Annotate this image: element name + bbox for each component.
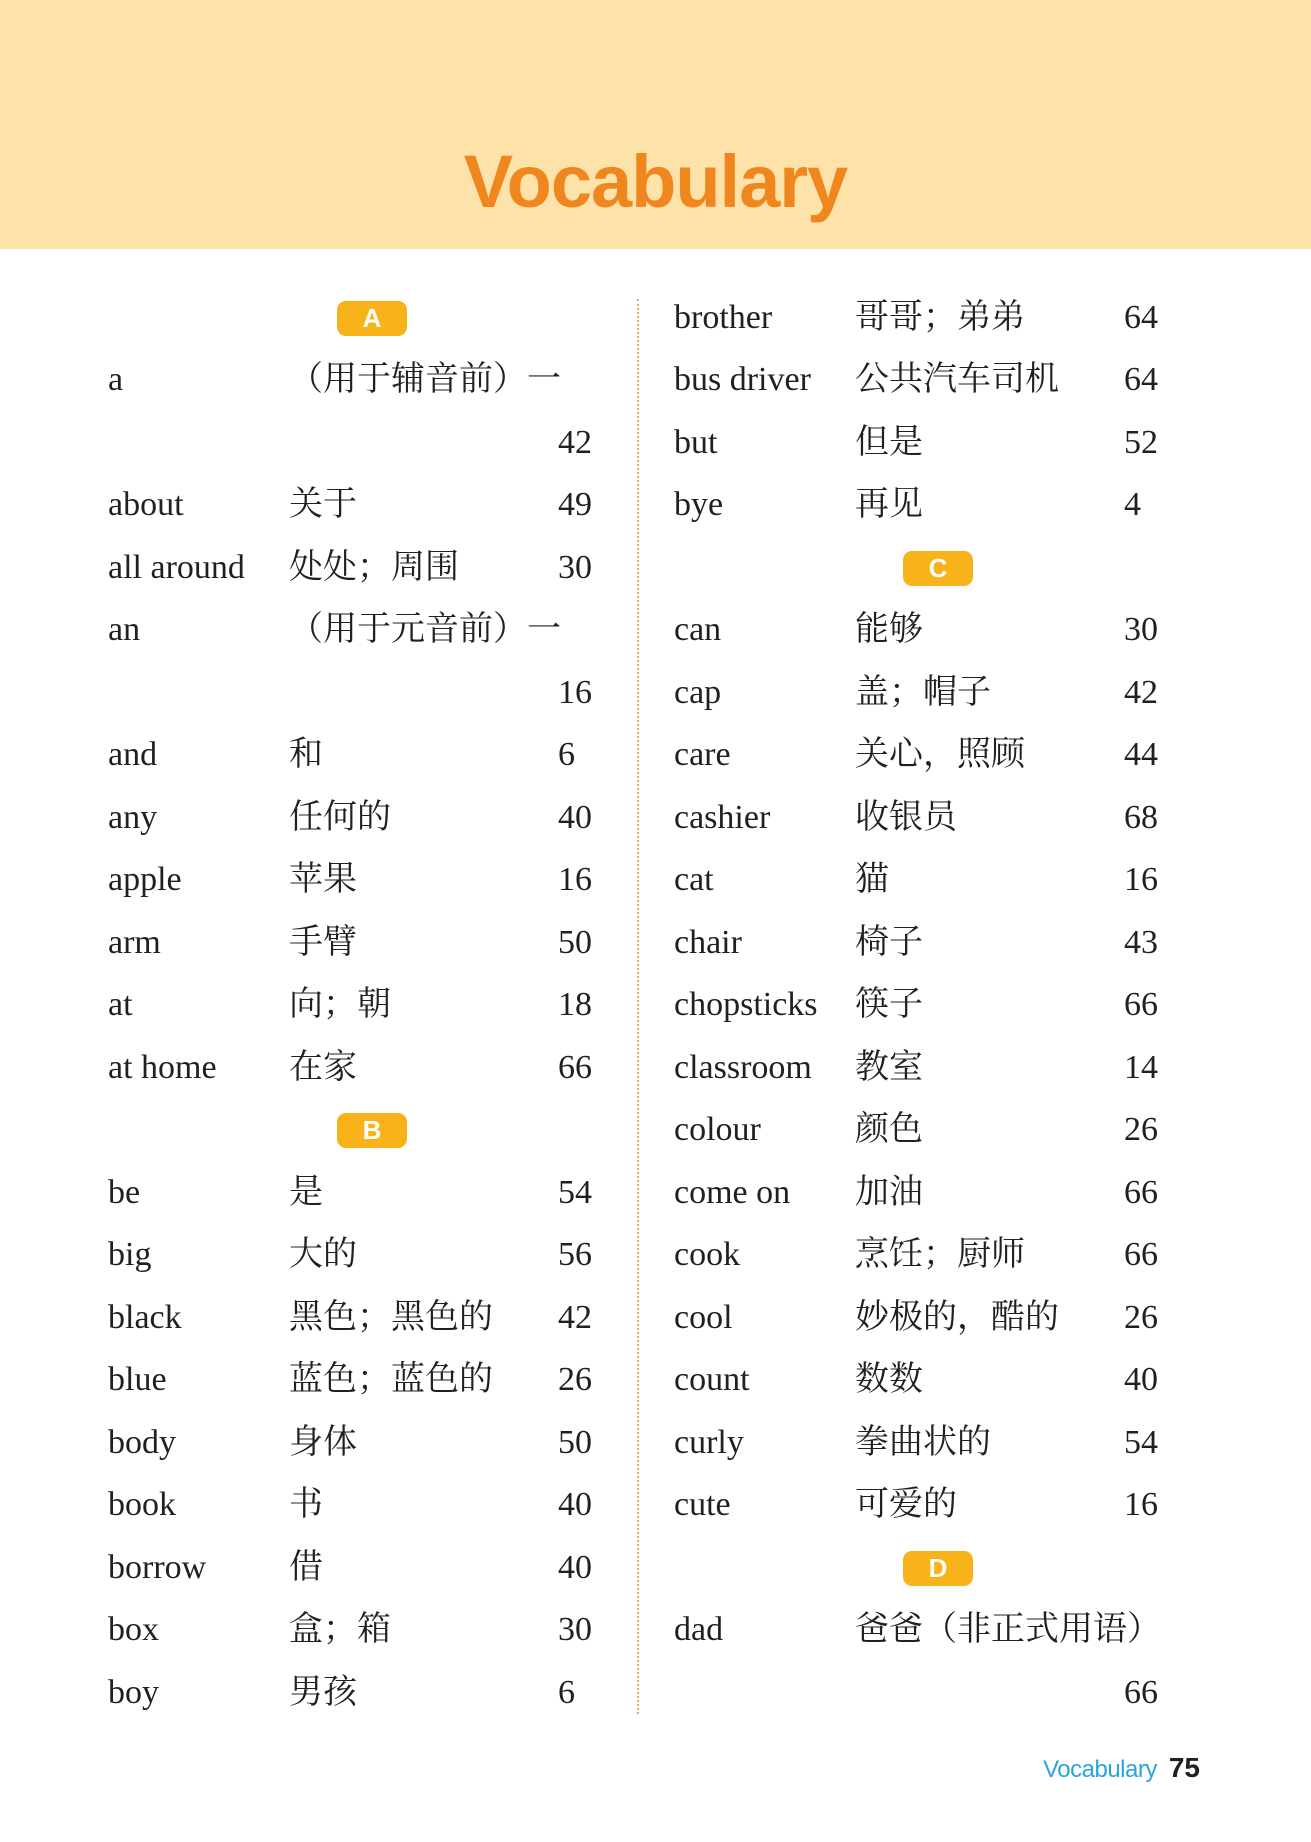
vocab-page: 42: [558, 423, 592, 461]
vocab-word: blue: [108, 1361, 167, 1399]
vocab-meaning: 关心，照顾: [855, 736, 1025, 774]
vocab-meaning: 任何的: [289, 798, 391, 836]
vocab-meaning: 哥哥；弟弟: [855, 298, 1025, 336]
vocab-page: 26: [558, 1361, 592, 1399]
vocab-entry-continuation: [108, 412, 668, 475]
vocab-meaning: 烹饪；厨师: [855, 1236, 1025, 1274]
vocab-word: apple: [108, 861, 182, 899]
vocab-meaning: 身体: [289, 1423, 357, 1461]
vocab-entry: [108, 599, 668, 662]
vocab-entry: [108, 724, 668, 787]
vocab-meaning: 盖；帽子: [855, 673, 991, 711]
vocab-meaning: （用于元音前）一: [289, 611, 561, 649]
page-title: Vocabulary: [463, 140, 848, 223]
vocab-entry: [108, 349, 668, 412]
vocab-word: cap: [674, 673, 722, 711]
vocab-word: an: [108, 611, 141, 649]
vocab-page: 6: [558, 1673, 575, 1711]
vocab-meaning: 蓝色；蓝色的: [289, 1361, 493, 1399]
vocab-entry: [108, 1662, 668, 1725]
vocab-entry: [674, 1412, 1234, 1475]
vocab-page: 49: [558, 486, 592, 524]
vocab-word: borrow: [108, 1548, 207, 1586]
vocab-page: 4: [1124, 486, 1141, 524]
vocab-meaning: 处处；周围: [289, 548, 459, 586]
vocab-page: 40: [558, 1548, 592, 1586]
vocab-page: 66: [1124, 1236, 1158, 1274]
vocab-entry: [108, 1349, 668, 1412]
letter-row: [674, 537, 1234, 600]
vocab-entry: [108, 912, 668, 975]
vocab-word: box: [108, 1611, 159, 1649]
vocab-word: count: [674, 1361, 750, 1399]
vocab-entry: [674, 1224, 1234, 1287]
vocab-page: 30: [558, 1611, 592, 1649]
vocab-word: and: [108, 736, 158, 774]
vocab-entry: [108, 1474, 668, 1537]
letter-row: [108, 287, 668, 350]
vocab-meaning: 但是: [855, 423, 923, 461]
vocab-entry: [674, 412, 1234, 475]
letter-row: [674, 1537, 1234, 1600]
vocab-entry: [674, 1099, 1234, 1162]
vocab-word: all around: [108, 548, 245, 586]
letter-row: [108, 1099, 668, 1162]
vocab-page: 26: [1124, 1111, 1158, 1149]
vocab-word: cute: [674, 1486, 731, 1524]
vocab-meaning: 盒；箱: [289, 1611, 391, 1649]
vocab-meaning: 能够: [855, 611, 923, 649]
vocab-page: 68: [1124, 798, 1158, 836]
vocab-meaning: 和: [289, 736, 323, 774]
vocab-entry-continuation: [674, 1662, 1234, 1725]
vocab-word: body: [108, 1423, 176, 1461]
vocab-page: 42: [558, 1298, 592, 1336]
vocab-meaning: 再见: [855, 486, 923, 524]
vocab-page: 26: [1124, 1298, 1158, 1336]
vocab-page: 56: [558, 1236, 592, 1274]
page-footer: [1043, 1752, 1200, 1792]
vocab-word: arm: [108, 923, 161, 961]
vocab-word: bus driver: [674, 361, 811, 399]
vocab-entry: [108, 1287, 668, 1350]
vocab-column-left: [108, 287, 668, 1725]
vocab-meaning: 颜色: [855, 1111, 923, 1149]
vocab-meaning: 是: [289, 1173, 323, 1211]
vocab-entry: [674, 1599, 1234, 1662]
vocab-page: 16: [1124, 1486, 1158, 1524]
vocab-word: cook: [674, 1236, 741, 1274]
vocab-word: curly: [674, 1423, 744, 1461]
vocab-meaning: 猫: [855, 861, 889, 899]
vocab-entry: [674, 849, 1234, 912]
vocab-entry: [674, 1162, 1234, 1225]
vocab-entry: [674, 787, 1234, 850]
vocab-entry: [108, 1412, 668, 1475]
vocab-word: at home: [108, 1048, 217, 1086]
vocab-entry: [108, 1162, 668, 1225]
vocab-word: chair: [674, 923, 742, 961]
vocab-word: chopsticks: [674, 986, 818, 1024]
vocab-meaning: 数数: [855, 1361, 923, 1399]
vocab-entry: [108, 1224, 668, 1287]
vocab-entry: [674, 1037, 1234, 1100]
vocab-column-right: [674, 287, 1234, 1725]
vocab-meaning: 筷子: [855, 986, 923, 1024]
vocab-entry: [674, 287, 1234, 350]
vocab-page: 16: [558, 861, 592, 899]
vocab-meaning: 借: [289, 1548, 323, 1586]
vocab-meaning: 爸爸（非正式用语）: [855, 1611, 1161, 1649]
vocab-entry: [674, 912, 1234, 975]
vocab-entry: [674, 724, 1234, 787]
footer-section-label: Vocabulary: [1043, 1756, 1157, 1783]
vocab-meaning: 向；朝: [289, 986, 391, 1024]
letter-badge: A: [337, 301, 407, 336]
vocab-page: 40: [558, 798, 592, 836]
vocab-word: can: [674, 611, 722, 649]
column-divider: [637, 299, 639, 1714]
vocab-entry: [108, 474, 668, 537]
vocab-meaning: 书: [289, 1486, 323, 1524]
vocab-page: 66: [1124, 1673, 1158, 1711]
vocab-meaning: 关于: [289, 486, 357, 524]
vocab-meaning: 拳曲状的: [855, 1423, 991, 1461]
vocab-entry: [108, 787, 668, 850]
vocab-page: 50: [558, 923, 592, 961]
vocab-page: 30: [1124, 611, 1158, 649]
vocab-meaning: 苹果: [289, 861, 357, 899]
vocab-entry: [674, 474, 1234, 537]
vocab-word: but: [674, 423, 718, 461]
vocab-page: 16: [1124, 861, 1158, 899]
vocab-word: dad: [674, 1611, 724, 1649]
vocab-page: 54: [1124, 1423, 1158, 1461]
vocab-entry: [674, 599, 1234, 662]
vocab-entry: [674, 974, 1234, 1037]
vocab-entry: [674, 1349, 1234, 1412]
vocab-page: 66: [1124, 986, 1158, 1024]
vocab-meaning: 在家: [289, 1048, 357, 1086]
vocab-word: about: [108, 486, 184, 524]
vocab-entry: [674, 349, 1234, 412]
vocab-entry: [674, 1287, 1234, 1350]
vocab-meaning: 妙极的，酷的: [855, 1298, 1059, 1336]
vocab-meaning: 大的: [289, 1236, 357, 1274]
vocab-page: 43: [1124, 923, 1158, 961]
vocab-word: at: [108, 986, 133, 1024]
vocab-page: 40: [558, 1486, 592, 1524]
vocab-page: 14: [1124, 1048, 1158, 1086]
vocab-page: 54: [558, 1173, 592, 1211]
vocab-page: 66: [1124, 1173, 1158, 1211]
vocab-entry: [108, 537, 668, 600]
vocab-meaning: 可爱的: [855, 1486, 957, 1524]
vocab-word: any: [108, 798, 158, 836]
page-number: 75: [1168, 1752, 1200, 1783]
vocab-page: 40: [1124, 1361, 1158, 1399]
vocab-entry: [674, 1474, 1234, 1537]
vocab-page: 6: [558, 736, 575, 774]
vocab-page: 42: [1124, 673, 1158, 711]
vocab-word: boy: [108, 1673, 159, 1711]
vocab-word: book: [108, 1486, 176, 1524]
vocab-word: cat: [674, 861, 714, 899]
vocab-word: brother: [674, 298, 773, 336]
vocab-page: 30: [558, 548, 592, 586]
vocab-page: 50: [558, 1423, 592, 1461]
vocab-page: 44: [1124, 736, 1158, 774]
vocab-meaning: 公共汽车司机: [855, 361, 1059, 399]
vocab-word: care: [674, 736, 731, 774]
vocab-meaning: 收银员: [855, 798, 957, 836]
vocab-page: 16: [558, 673, 592, 711]
vocab-meaning: （用于辅音前）一: [289, 361, 561, 399]
vocab-word: black: [108, 1298, 182, 1336]
vocab-entry: [674, 662, 1234, 725]
vocab-meaning: 男孩: [289, 1673, 357, 1711]
vocab-meaning: 黑色；黑色的: [289, 1298, 493, 1336]
letter-badge: C: [903, 551, 973, 586]
vocab-page: 64: [1124, 361, 1158, 399]
vocab-entry: [108, 1599, 668, 1662]
vocab-word: be: [108, 1173, 141, 1211]
letter-badge: D: [903, 1551, 973, 1586]
vocab-word: cashier: [674, 798, 771, 836]
vocab-meaning: 手臂: [289, 923, 357, 961]
vocab-word: big: [108, 1236, 152, 1274]
vocab-word: cool: [674, 1298, 733, 1336]
vocab-word: bye: [674, 486, 724, 524]
vocab-word: come on: [674, 1173, 791, 1211]
vocab-entry: [108, 1537, 668, 1600]
vocab-entry: [108, 849, 668, 912]
vocab-entry: [108, 974, 668, 1037]
header-band: [0, 0, 1311, 249]
vocab-meaning: 椅子: [855, 923, 923, 961]
vocab-word: a: [108, 361, 124, 399]
vocab-page: 18: [558, 986, 592, 1024]
vocab-word: colour: [674, 1111, 761, 1149]
vocab-entry: [108, 1037, 668, 1100]
vocab-page: 64: [1124, 298, 1158, 336]
vocab-meaning: 教室: [855, 1048, 923, 1086]
vocab-page: 66: [558, 1048, 592, 1086]
letter-badge: B: [337, 1113, 407, 1148]
vocab-word: classroom: [674, 1048, 812, 1086]
vocab-meaning: 加油: [855, 1173, 923, 1211]
vocab-page: 52: [1124, 423, 1158, 461]
vocab-entry-continuation: [108, 662, 668, 725]
